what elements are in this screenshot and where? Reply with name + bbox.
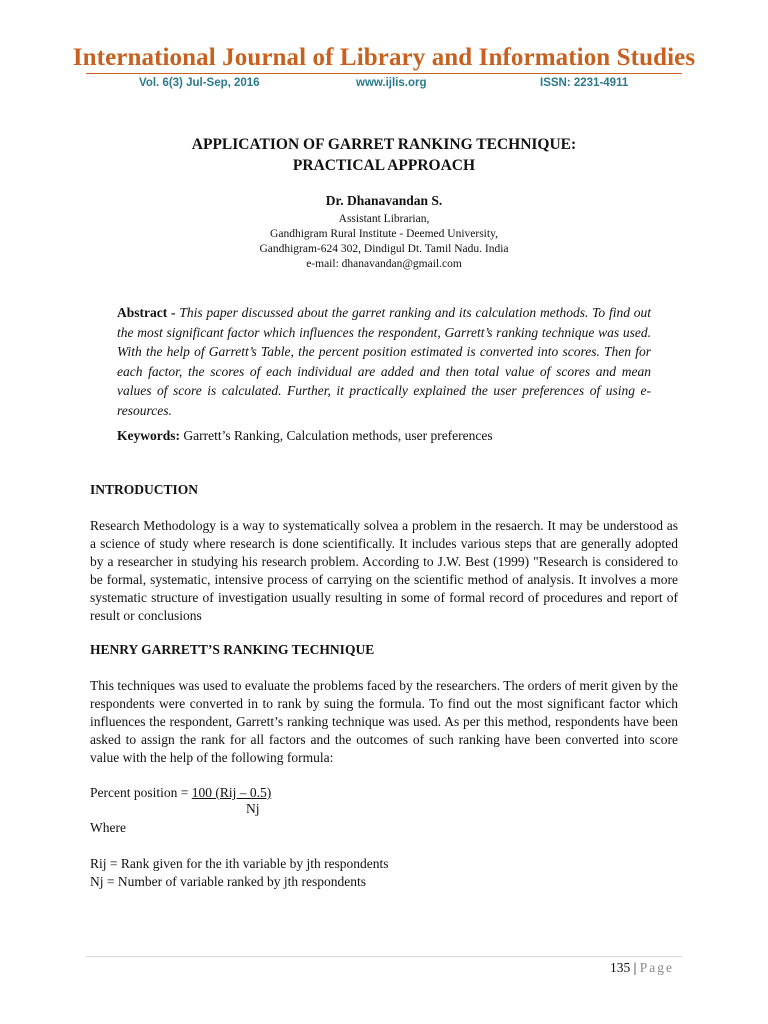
- formula-where: Where: [90, 820, 126, 835]
- header-divider: [86, 73, 682, 74]
- issn-number: ISSN: 2231-4911: [540, 77, 629, 89]
- author-affiliation: [0, 212, 768, 272]
- abstract: [117, 303, 651, 421]
- page-number: 135: [610, 960, 631, 975]
- definition-rij: Rij = Rank given for the ith variable by jth respondents: [90, 856, 389, 871]
- formula-numerator: 100 (Rij – 0.5): [191, 785, 272, 800]
- formula-label: Percent position =: [90, 785, 192, 800]
- affiliation-institute: Gandhigram Rural Institute - Deemed University,: [270, 228, 498, 240]
- journal-website[interactable]: www.ijlis.org: [356, 77, 427, 89]
- section-heading-garrett-technique: HENRY GARRETT’S RANKING TECHNIQUE: [90, 642, 375, 657]
- section-heading-introduction: INTRODUCTION: [90, 482, 199, 497]
- paper-title-line-1: APPLICATION OF GARRET RANKING TECHNIQUE:: [191, 136, 577, 153]
- introduction-paragraph: Research Methodology is a way to systematically solvea a problem in the resaerch. It may be understood as a science of study where research is done scientifically. It includes various steps that are generally adopted by a researcher in studying his research problem. According to J.W. Best (1999) "Research is considered to be formal, systematic, intensive process of carrying on the scientific method of analysis. It involves a more systematic structure of investigation usually resulting in some of formal record of procedures and report of result or conclusions: [90, 518, 678, 623]
- keywords-label: Keywords:: [117, 428, 180, 443]
- footer-divider: [86, 956, 682, 957]
- abstract-label: Abstract -: [117, 305, 180, 320]
- keywords: [117, 428, 651, 444]
- journal-title: International Journal of Library and Information Studies: [72, 44, 696, 71]
- page-footer: [610, 960, 674, 976]
- abstract-text: This paper discussed about the garret ranking and its calculation methods. To find out the most significant factor which influences the respondent, Garrett’s ranking technique was used. With the help of Garrett’s Table, the percent position estimated is converted into scores. Then for each factor, the scores of each individual are added and then total value of scores and mean values of score is calculated. Further, it practically explained the user preferences of using e-resources.: [117, 305, 651, 418]
- garrett-technique-paragraph: This techniques was used to evaluate the problems faced by the researchers. The orders of merit given by the respondents were converted in to rank by suing the formula. To find out the most significant factor which influences the respondent, Garrett’s ranking technique was used. As per this method, respondents have been asked to assign the rank for all factors and the outcomes of such ranking have been converted into score value with the help of the following formula:: [90, 678, 678, 765]
- formula-denominator: Nj: [246, 801, 260, 816]
- author-name: Dr. Dhanavandan S.: [325, 193, 443, 208]
- percent-position-formula: [90, 785, 271, 801]
- author-email[interactable]: e-mail: dhanavandan@gmail.com: [306, 258, 462, 270]
- definition-nj: Nj = Number of variable ranked by jth respondents: [90, 874, 367, 889]
- paper-title-line-2: PRACTICAL APPROACH: [292, 157, 476, 174]
- affiliation-position: Assistant Librarian,: [338, 213, 430, 225]
- affiliation-address: Gandhigram-624 302, Dindigul Dt. Tamil Nadu. India: [259, 243, 509, 255]
- footer-separator: |: [630, 960, 640, 975]
- keywords-text: Garrett’s Ranking, Calculation methods, user preferences: [180, 428, 493, 443]
- formula-definitions: [90, 855, 389, 891]
- page-label: Page: [639, 960, 674, 975]
- volume-info: Vol. 6(3) Jul-Sep, 2016: [139, 77, 260, 89]
